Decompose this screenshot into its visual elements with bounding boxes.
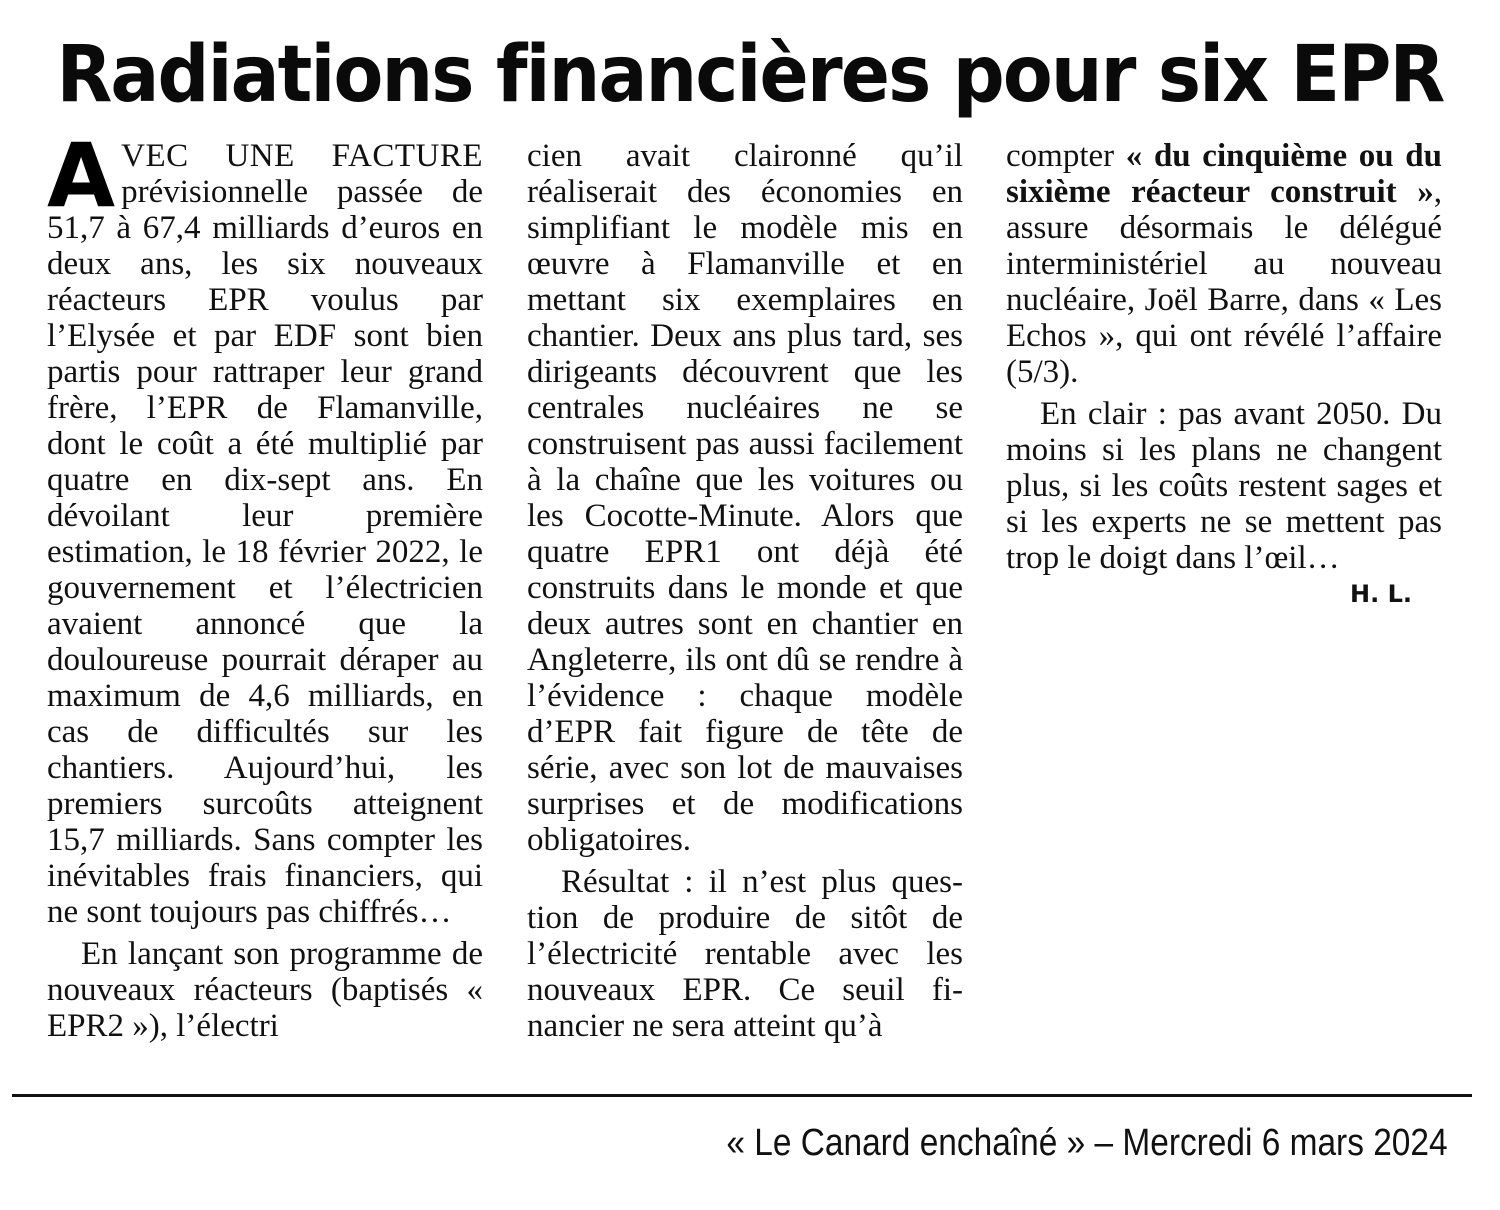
- bold-quote: « du cinquième ou du sixième réacteur construit »: [1006, 138, 1442, 210]
- paragraph: [47, 124, 483, 930]
- article-column-3: [1006, 138, 1442, 612]
- author-signature: H. L.: [1350, 580, 1412, 608]
- paragraph: cien avait claironné qu’il réaliserait des économies en simplifiant le modèle mis en œuvre à Flamanville et en mettant six exemplaires en chantier. Deux ans plus tard, ses dirigeants découvrent que les centrales nucléaires ne se construisent pas aussi facilement à la chaîne que les voitures ou les Cocotte-Minute. Alors que quatre EPR1 ont déjà été construits dans le monde et que deux autres sont en chantier en Angleterre, ils ont dû se rendre à l’évidence : chaque modèle d’EPR fait figure de tête de série, avec son lot de mauvaises surprises et de modifications obligatoires.: [527, 138, 963, 858]
- paragraph-text: prévisionnelle passée de 51,7 à 67,4 milliards d’euros en deux ans, les six nouveaux réacteurs EPR voulus par l’Elysée et par EDF sont bien partis pour rattraper leur grand frère, l’EPR de Flamanville, dont le coût a été multiplié par quatre en dix-sept ans. En dévoilant leur première estimation, le 18 février 2022, le gouvernement et l’électricien avaient annoncé que la douloureuse pourrait déraper au maximum de 4,6 milliards, en cas de difficultés sur les chantiers. Aujourd’hui, les premiers surcoûts atteignent 15,7 milliards. Sans compter les inévitables frais financiers, qui ne sont toujours pas chiffrés…: [47, 174, 483, 930]
- drop-cap: A: [47, 124, 116, 227]
- paragraph-text: , assure désormais le délégué interministériel au nouveau nucléaire, Joël Barre, dans « Les Echos », qui ont révélé l’affaire (5/3).: [1006, 174, 1442, 390]
- paragraph: Résultat : il n’est plus question de produire de sitôt de l’électricité rentable avec les nouveaux EPR. Ce seuil financier ne sera atteint qu’à: [527, 864, 963, 1044]
- lead-caps: VEC UNE FACTURE: [121, 138, 483, 174]
- paragraph-text: En clair : pas avant 2050. Du moins si les plans ne changent plus, si les coûts restent sages et si les experts ne se mettent pas trop le doigt dans l’œil…: [1006, 396, 1442, 576]
- footer-rule: [12, 1094, 1472, 1097]
- headline: Radiations financières pour six EPR: [56, 30, 1444, 120]
- publication-credit: « Le Canard enchaîné » – Mercredi 6 mars 2024: [726, 1122, 1448, 1164]
- paragraph: [1006, 138, 1442, 390]
- article-column-2: [527, 138, 963, 1044]
- article-column-1: [47, 124, 483, 1044]
- paragraph: En lançant son programme de nouveaux réacteurs (baptisés « EPR2 »), l’électri: [47, 936, 483, 1044]
- paragraph-text: compter: [1006, 138, 1115, 174]
- paragraph: [1006, 396, 1442, 608]
